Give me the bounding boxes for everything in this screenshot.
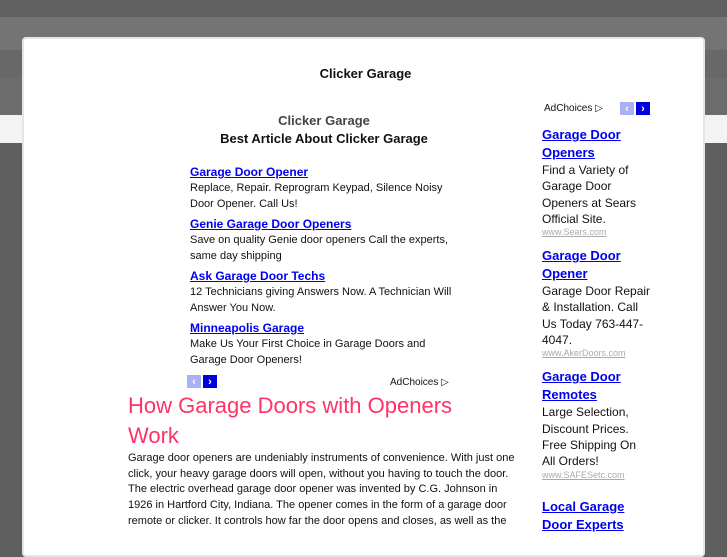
adchoices-label[interactable]: AdChoices: [390, 377, 439, 388]
article-heading: How Garage Doors with Openers Work: [128, 393, 453, 448]
ad-text: Make Us Your First Choice in Garage Doors and Garage Door Openers!: [190, 338, 426, 366]
adchoices-icon: ▷: [441, 377, 449, 388]
adchoices-center[interactable]: [390, 377, 449, 388]
site-title: Clicker Garage: [319, 66, 412, 81]
adchoices-label[interactable]: AdChoices: [544, 103, 593, 114]
ad-item: [190, 320, 460, 368]
side-ad-nav: [620, 102, 650, 115]
ad-item: [542, 498, 652, 534]
ad-text: Replace, Repair. Reprogram Keypad, Silence Noisy Door Opener. Call Us!: [190, 182, 443, 210]
ad-link[interactable]: Garage Door Openers: [542, 127, 621, 160]
ad-link[interactable]: Garage Door Opener: [542, 248, 621, 282]
ad-text: Save on quality Genie door openers Call the experts, same day shipping: [190, 234, 449, 262]
ad-url[interactable]: www.Sears.com: [542, 227, 607, 238]
ad-url[interactable]: www.AkerDoors.com: [542, 348, 626, 359]
ad-link[interactable]: Genie Garage Door Openers: [190, 217, 352, 231]
ad-text: Find a Variety of Garage Door Openers at Sears Official Site.: [542, 163, 637, 226]
next-arrow-icon[interactable]: ›: [203, 375, 217, 388]
ad-link[interactable]: Ask Garage Door Techs: [190, 269, 326, 283]
article-body: [128, 451, 518, 530]
ad-link[interactable]: Minneapolis Garage: [190, 321, 305, 335]
center-ad-nav: [187, 375, 217, 388]
center-ad-block: [190, 164, 460, 372]
ad-text: 12 Technicians giving Answers Now. A Technician Will Answer You Now.: [190, 286, 452, 314]
bg-band: [0, 0, 727, 17]
tagline: Best Article About Clicker Garage: [220, 131, 428, 146]
ad-item: [190, 164, 460, 212]
article-paragraph: The electric overhead garage door opener was invented by C.G. Johnson in 1926 in Hartford City, Indiana. The opener comes in the form of a garage door remote or clicker. It controls how far the door opens and closes, as well as the: [128, 483, 507, 527]
adchoices-icon: ▷: [595, 103, 603, 114]
subtitle: Clicker Garage: [278, 113, 370, 128]
ad-item: [190, 268, 460, 316]
prev-arrow-icon[interactable]: ‹: [187, 375, 201, 388]
ad-link[interactable]: Local Garage Door Experts: [542, 498, 625, 532]
ad-item: [542, 126, 652, 237]
adchoices-side[interactable]: [544, 103, 603, 114]
ad-item: [542, 368, 652, 479]
ad-text: Garage Door Repair & Installation. Call Us Today 763-447-4047.: [542, 284, 651, 348]
ad-link[interactable]: Garage Door Remotes: [542, 369, 621, 403]
ad-url[interactable]: www.SAFESetc.com: [542, 469, 625, 480]
prev-arrow-icon[interactable]: ‹: [620, 102, 634, 115]
content-panel: [22, 37, 705, 557]
article-paragraph: Garage door openers are undeniably instruments of convenience. With just one click, your heavy garage doors will open, without you having to touch the door.: [128, 452, 515, 480]
ad-item: [190, 216, 460, 264]
ad-item: [542, 247, 652, 358]
next-arrow-icon[interactable]: ›: [636, 102, 650, 115]
side-ad-block: [542, 126, 652, 534]
ad-link[interactable]: Garage Door Opener: [190, 165, 309, 179]
ad-text: Large Selection, Discount Prices. Free Shipping On All Orders!: [542, 405, 637, 469]
